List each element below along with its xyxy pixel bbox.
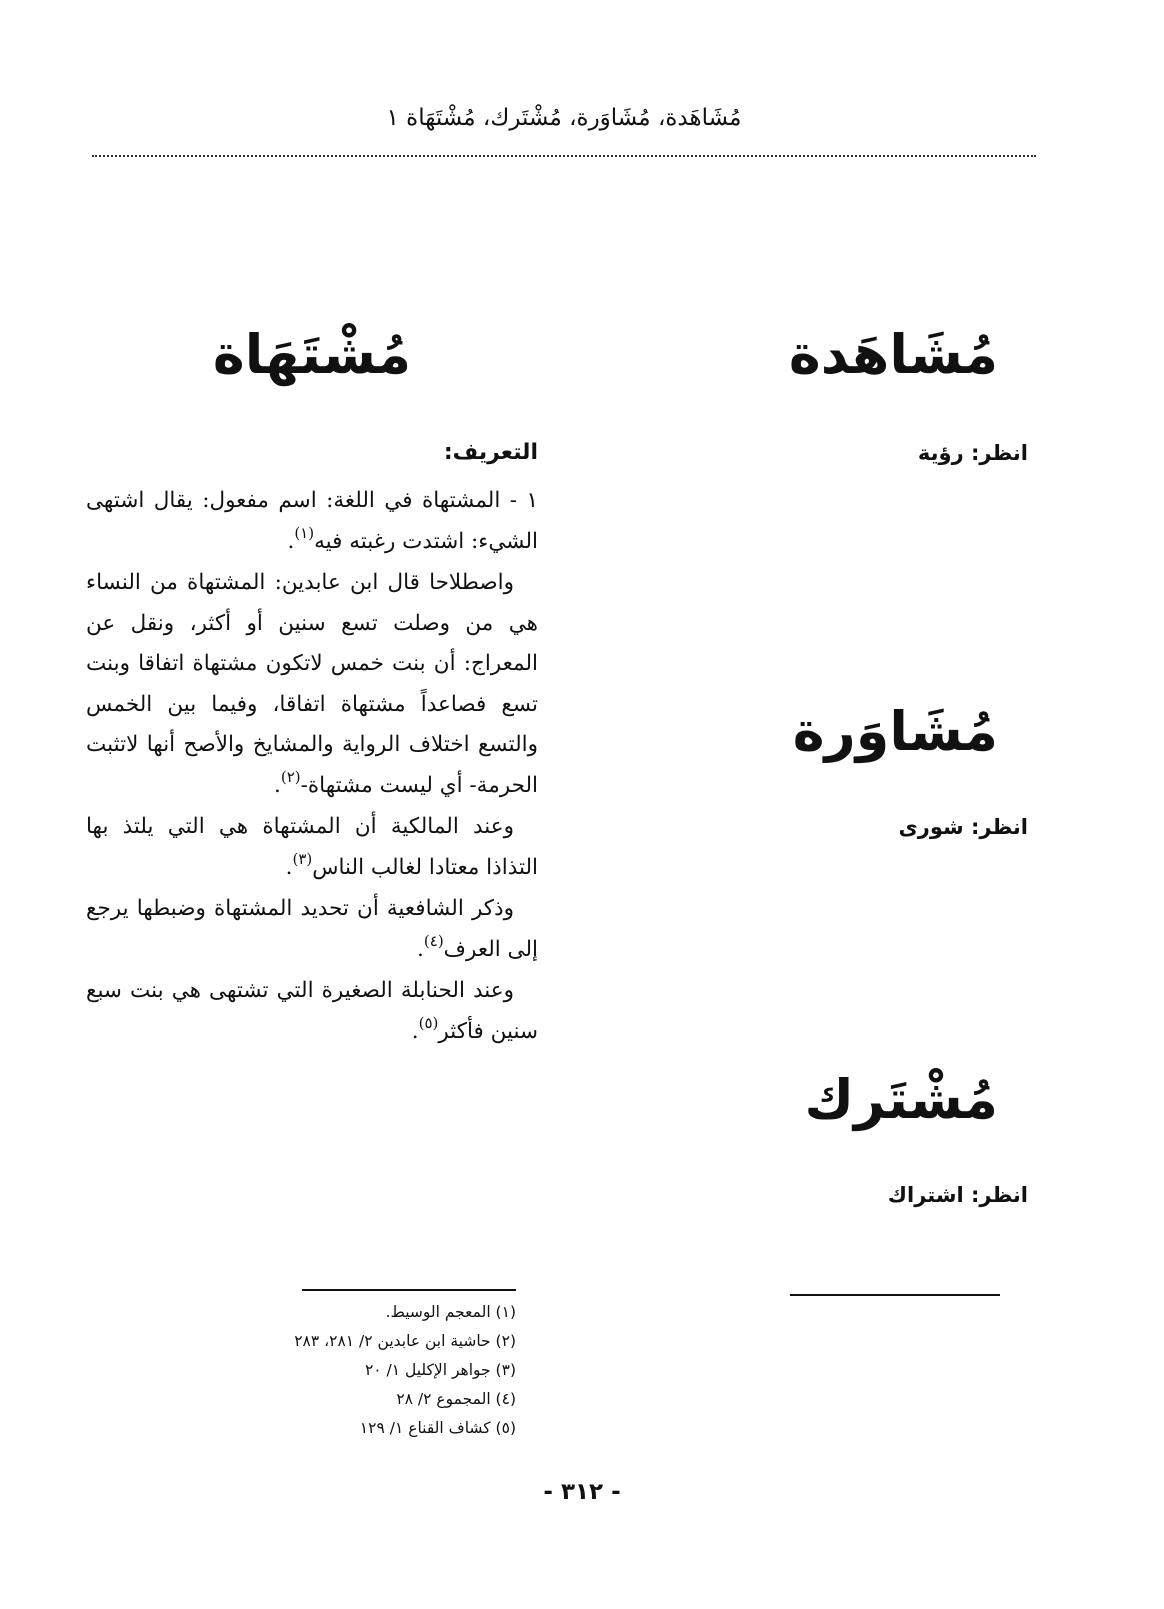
footnote-marker: (١) bbox=[294, 523, 315, 542]
see-reference-shura: انظر: شورى bbox=[898, 815, 1028, 839]
paragraph-text: وعند الحنابلة الصغيرة التي تشتهى هي بنت سبع سنين فأكثر bbox=[86, 978, 538, 1044]
footnote-item: (٢) حاشية ابن عابدين ٢/ ٢٨١، ٢٨٣ bbox=[294, 1332, 516, 1350]
entry-title-mushahada: مُشَاهَدة bbox=[788, 323, 998, 386]
entry-title-mushtarak: مُشْتَرك bbox=[804, 1068, 998, 1131]
paragraph-end: . bbox=[285, 854, 293, 880]
header-divider bbox=[92, 155, 1036, 157]
footnote-marker: (٢) bbox=[280, 767, 301, 786]
paragraph bbox=[86, 481, 538, 563]
main-entry-column bbox=[86, 315, 538, 1265]
entry-title-mushtahat: مُشْتَهَاة bbox=[212, 323, 412, 386]
paragraph-text: وذكر الشافعية أن تحديد المشتهاة وضبطها يرجع إلى العرف bbox=[86, 896, 538, 962]
see-reference-ishtirak: انظر: اشتراك bbox=[887, 1183, 1028, 1207]
footnote-marker: (٤) bbox=[423, 931, 444, 950]
footnote-item: (٥) كشاف القناع ١/ ١٢٩ bbox=[359, 1419, 516, 1437]
paragraph-text: وعند المالكية أن المشتهاة هي التي يلتذ بها التذاذا معتادا لغالب الناس bbox=[86, 814, 538, 880]
footnote-marker: (٥) bbox=[418, 1013, 439, 1032]
paragraph bbox=[86, 889, 538, 971]
paragraph bbox=[86, 807, 538, 889]
page-number: - ٣١٢ - bbox=[543, 1479, 621, 1505]
paragraph-end: . bbox=[273, 772, 281, 798]
paragraph bbox=[86, 563, 538, 807]
entry-title-mushawara: مُشَاوَرة bbox=[792, 700, 998, 763]
cross-reference-column bbox=[690, 315, 1028, 1265]
section-heading-definition: التعريف: bbox=[443, 440, 538, 465]
footnote-marker: (٣) bbox=[292, 849, 313, 868]
paragraph-end: . bbox=[417, 936, 424, 962]
footnote-item: (٤) المجموع ٢/ ٢٨ bbox=[396, 1390, 516, 1408]
column-end-divider bbox=[790, 1294, 1000, 1296]
paragraph-end: . bbox=[411, 1018, 419, 1044]
footnotes bbox=[230, 1298, 516, 1443]
paragraph-text: ١ - المشتهاة في اللغة: اسم مفعول: يقال اشتهى الشيء: اشتدت رغبته فيه bbox=[86, 488, 538, 554]
footnote-item: (١) المعجم الوسيط. bbox=[385, 1303, 516, 1321]
running-header: مُشَاهَدة، مُشَاوَرة، مُشْتَرك، مُشْتَهَاة ١ bbox=[386, 105, 742, 131]
footnote-item: (٣) جواهر الإكليل ١/ ٢٠ bbox=[364, 1361, 516, 1379]
paragraph-text: واصطلاحا قال ابن عابدين: المشتهاة من النساء هي من وصلت تسع سنين أو أكثر، ونقل عن المعراج: أن بنت خمس لاتكون مشتهاة اتفاقا وبنت تسع فصاعداً مشتهاة اتفاقا، وفيما بين الخمس والتسع اختلاف الرواية والمشايخ والأصح أنها لاتثبت الحرمة- أي ليست مشتهاة- bbox=[86, 570, 538, 798]
paragraph bbox=[86, 971, 538, 1053]
footnote-divider bbox=[302, 1289, 516, 1291]
entry-body bbox=[86, 481, 538, 1053]
paragraph-end: . bbox=[287, 528, 295, 554]
see-reference-ruya: انظر: رؤية bbox=[917, 441, 1028, 465]
